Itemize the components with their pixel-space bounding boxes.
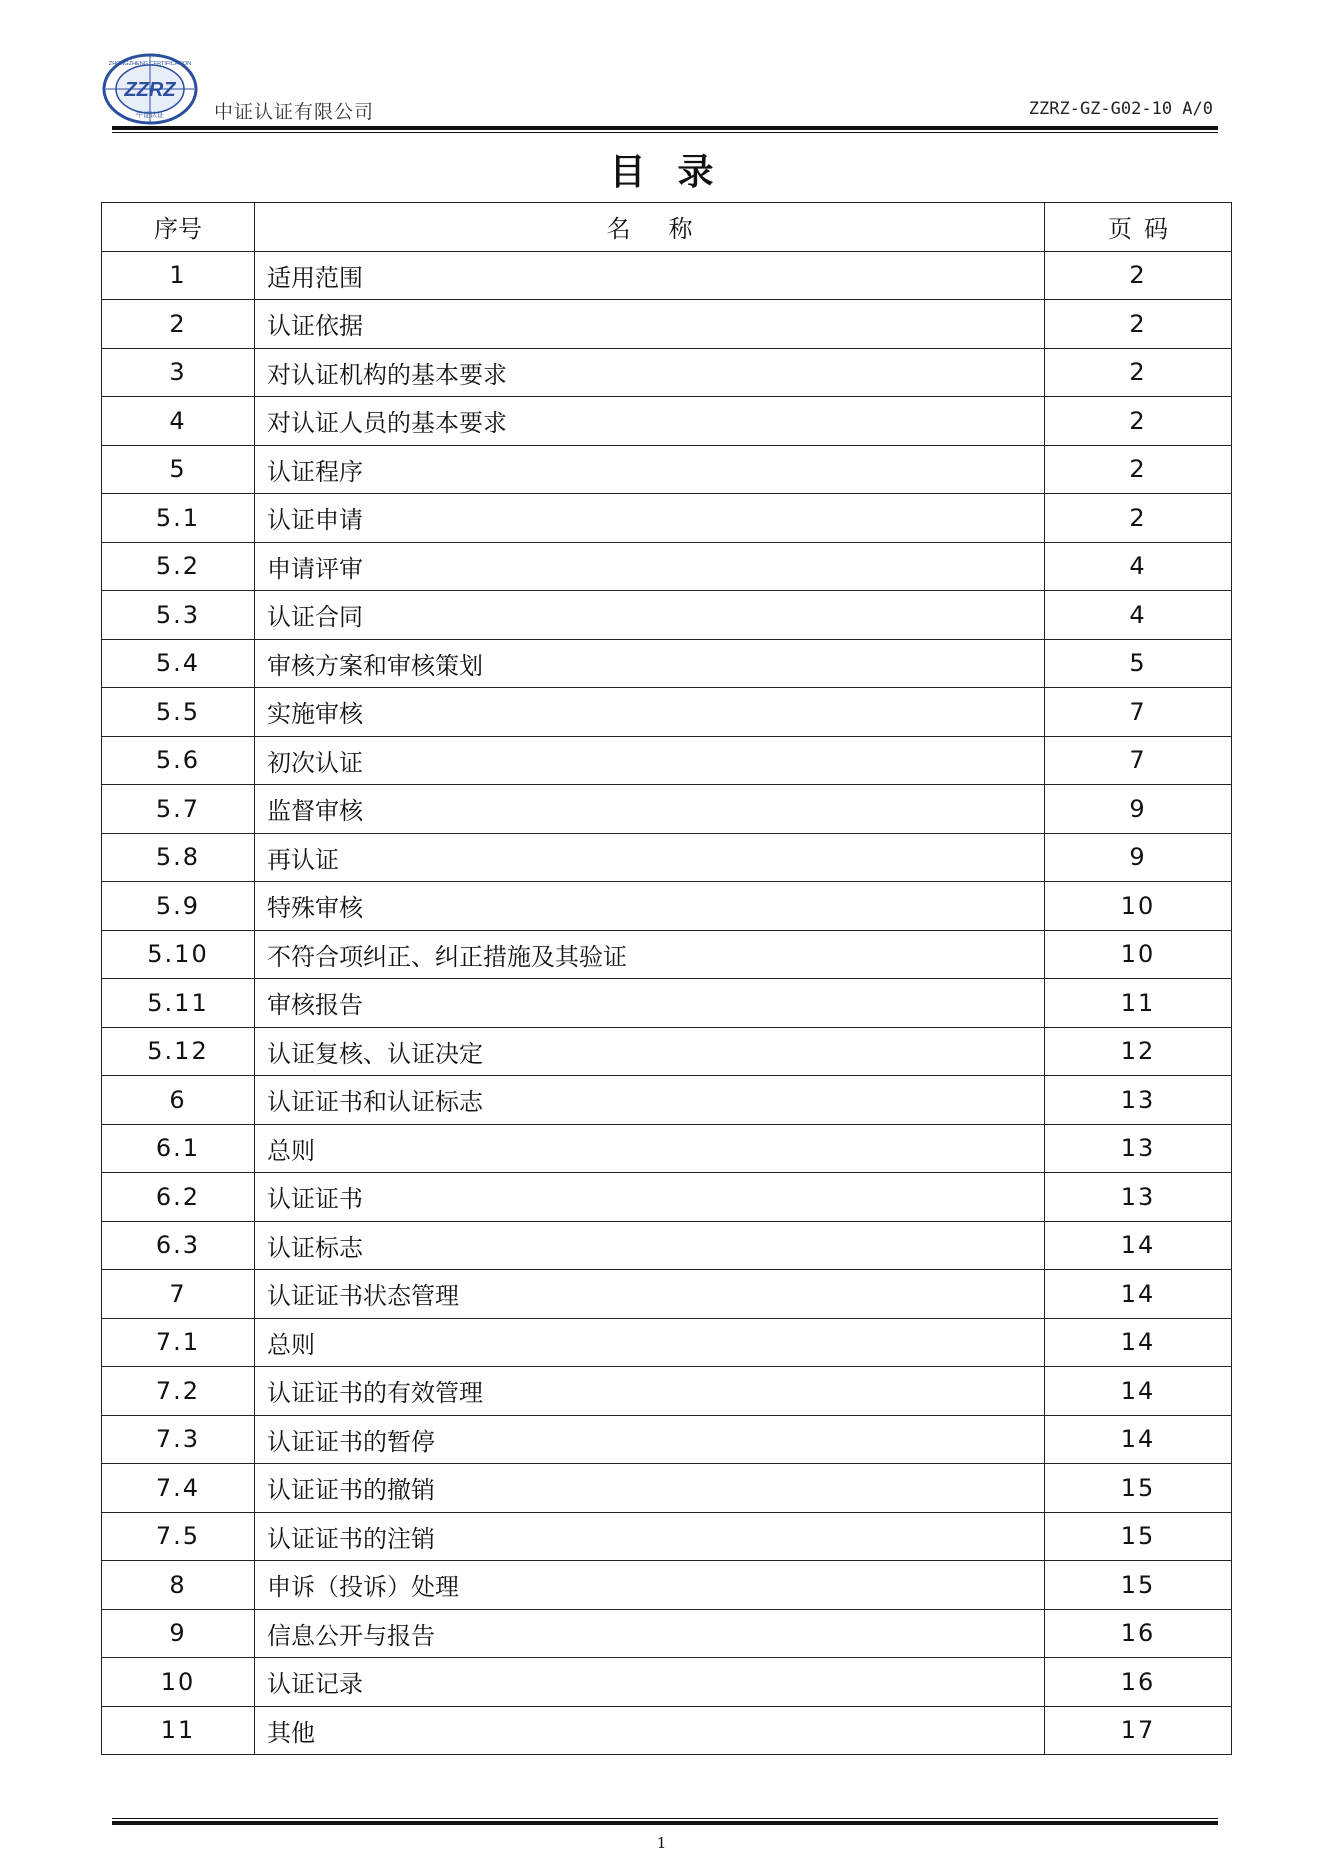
row-title: 认证标志 <box>255 1221 1045 1270</box>
table-row <box>102 1561 1232 1610</box>
row-page: 15 <box>1045 1512 1232 1561</box>
row-page: 10 <box>1045 882 1232 931</box>
table-row <box>102 494 1232 543</box>
row-page: 14 <box>1045 1270 1232 1319</box>
document-code: ZZRZ-GZ-G02-10 A/0 <box>1028 99 1213 119</box>
table-row <box>102 785 1232 834</box>
row-title: 信息公开与报告 <box>255 1609 1045 1658</box>
row-page: 5 <box>1045 639 1232 688</box>
row-number: 1 <box>102 251 255 300</box>
row-title: 认证证书的撤销 <box>255 1464 1045 1513</box>
row-title: 对认证人员的基本要求 <box>255 397 1045 446</box>
row-number: 5.12 <box>102 1027 255 1076</box>
table-row <box>102 1464 1232 1513</box>
table-row <box>102 979 1232 1028</box>
row-number: 5.8 <box>102 833 255 882</box>
company-name: 中证认证有限公司 <box>214 101 375 123</box>
row-number: 5.2 <box>102 542 255 591</box>
row-title: 申诉（投诉）处理 <box>255 1561 1045 1610</box>
row-page: 13 <box>1045 1173 1232 1222</box>
row-page: 2 <box>1045 348 1232 397</box>
toc-table <box>101 202 1232 1755</box>
logo-ring-text: ZHONGZHENG CERTIFICATION <box>108 61 192 67</box>
row-title: 监督审核 <box>255 785 1045 834</box>
table-row <box>102 1367 1232 1416</box>
row-page: 4 <box>1045 591 1232 640</box>
table-row <box>102 1173 1232 1222</box>
row-number: 6 <box>102 1076 255 1125</box>
table-row <box>102 736 1232 785</box>
table-row <box>102 1318 1232 1367</box>
table-row <box>102 930 1232 979</box>
row-number: 7.2 <box>102 1367 255 1416</box>
row-title: 申请评审 <box>255 542 1045 591</box>
row-number: 5.10 <box>102 930 255 979</box>
table-row <box>102 445 1232 494</box>
row-number: 6.2 <box>102 1173 255 1222</box>
row-number: 6.3 <box>102 1221 255 1270</box>
row-page: 17 <box>1045 1706 1232 1755</box>
row-page: 16 <box>1045 1658 1232 1707</box>
header-page: 页码 <box>1045 203 1232 252</box>
table-row <box>102 639 1232 688</box>
footer-rule-thick <box>112 1821 1218 1825</box>
row-title: 初次认证 <box>255 736 1045 785</box>
row-page: 11 <box>1045 979 1232 1028</box>
page-title: 目录 <box>609 152 746 193</box>
row-number: 5.1 <box>102 494 255 543</box>
row-title: 认证证书状态管理 <box>255 1270 1045 1319</box>
row-number: 7 <box>102 1270 255 1319</box>
row-page: 7 <box>1045 736 1232 785</box>
table-row <box>102 1706 1232 1755</box>
row-title: 审核报告 <box>255 979 1045 1028</box>
row-number: 3 <box>102 348 255 397</box>
header-num: 序号 <box>102 203 255 252</box>
row-title: 认证程序 <box>255 445 1045 494</box>
table-row <box>102 1221 1232 1270</box>
row-title: 适用范围 <box>255 251 1045 300</box>
row-title: 其他 <box>255 1706 1045 1755</box>
company-logo <box>102 53 198 125</box>
row-title: 认证复核、认证决定 <box>255 1027 1045 1076</box>
table-row <box>102 1415 1232 1464</box>
row-number: 9 <box>102 1609 255 1658</box>
row-title: 认证申请 <box>255 494 1045 543</box>
row-page: 2 <box>1045 300 1232 349</box>
row-title: 实施审核 <box>255 688 1045 737</box>
row-number: 5.7 <box>102 785 255 834</box>
table-row <box>102 591 1232 640</box>
row-title: 认证依据 <box>255 300 1045 349</box>
row-title: 对认证机构的基本要求 <box>255 348 1045 397</box>
table-row <box>102 348 1232 397</box>
row-number: 7.3 <box>102 1415 255 1464</box>
table-row <box>102 542 1232 591</box>
row-number: 7.4 <box>102 1464 255 1513</box>
row-number: 5.3 <box>102 591 255 640</box>
row-number: 7.5 <box>102 1512 255 1561</box>
row-page: 16 <box>1045 1609 1232 1658</box>
table-row <box>102 1609 1232 1658</box>
row-number: 8 <box>102 1561 255 1610</box>
table-row <box>102 1658 1232 1707</box>
table-row <box>102 1270 1232 1319</box>
row-title: 认证证书和认证标志 <box>255 1076 1045 1125</box>
row-page: 2 <box>1045 397 1232 446</box>
table-row <box>102 1076 1232 1125</box>
row-page: 13 <box>1045 1076 1232 1125</box>
row-page: 4 <box>1045 542 1232 591</box>
row-page: 13 <box>1045 1124 1232 1173</box>
table-row <box>102 300 1232 349</box>
row-number: 4 <box>102 397 255 446</box>
table-row <box>102 1512 1232 1561</box>
row-title: 总则 <box>255 1318 1045 1367</box>
logo-bottom-text: 中证认证 <box>136 111 164 119</box>
row-title: 审核方案和审核策划 <box>255 639 1045 688</box>
row-page: 2 <box>1045 445 1232 494</box>
row-page: 10 <box>1045 930 1232 979</box>
toc-header-row <box>102 203 1232 252</box>
row-number: 10 <box>102 1658 255 1707</box>
row-page: 12 <box>1045 1027 1232 1076</box>
row-title: 认证证书的注销 <box>255 1512 1045 1561</box>
row-title: 认证证书的暂停 <box>255 1415 1045 1464</box>
row-page: 14 <box>1045 1367 1232 1416</box>
row-number: 7.1 <box>102 1318 255 1367</box>
row-title: 不符合项纠正、纠正措施及其验证 <box>255 930 1045 979</box>
table-row <box>102 251 1232 300</box>
table-row <box>102 1027 1232 1076</box>
page-number: 1 <box>656 1834 667 1852</box>
row-page: 15 <box>1045 1561 1232 1610</box>
row-number: 5.4 <box>102 639 255 688</box>
table-row <box>102 833 1232 882</box>
header-rule-thin <box>112 132 1218 133</box>
row-title: 认证合同 <box>255 591 1045 640</box>
row-number: 5.9 <box>102 882 255 931</box>
row-page: 14 <box>1045 1221 1232 1270</box>
row-title: 总则 <box>255 1124 1045 1173</box>
header-rule-thick <box>112 126 1218 130</box>
row-title: 认证证书 <box>255 1173 1045 1222</box>
row-page: 15 <box>1045 1464 1232 1513</box>
row-page: 14 <box>1045 1415 1232 1464</box>
row-page: 2 <box>1045 251 1232 300</box>
header-name: 名称 <box>255 203 1045 252</box>
table-row <box>102 882 1232 931</box>
row-number: 11 <box>102 1706 255 1755</box>
table-row <box>102 397 1232 446</box>
row-title: 认证记录 <box>255 1658 1045 1707</box>
row-number: 5.11 <box>102 979 255 1028</box>
row-number: 2 <box>102 300 255 349</box>
table-row <box>102 1124 1232 1173</box>
row-page: 7 <box>1045 688 1232 737</box>
row-page: 2 <box>1045 494 1232 543</box>
row-page: 9 <box>1045 785 1232 834</box>
logo-text: ZZRZ <box>124 79 176 101</box>
row-number: 5 <box>102 445 255 494</box>
row-title: 再认证 <box>255 833 1045 882</box>
table-row <box>102 688 1232 737</box>
row-page: 9 <box>1045 833 1232 882</box>
footer-rule-thin <box>112 1818 1218 1819</box>
row-title: 特殊审核 <box>255 882 1045 931</box>
row-page: 14 <box>1045 1318 1232 1367</box>
row-number: 5.5 <box>102 688 255 737</box>
toc-body <box>102 251 1232 1755</box>
row-title: 认证证书的有效管理 <box>255 1367 1045 1416</box>
row-number: 6.1 <box>102 1124 255 1173</box>
row-number: 5.6 <box>102 736 255 785</box>
